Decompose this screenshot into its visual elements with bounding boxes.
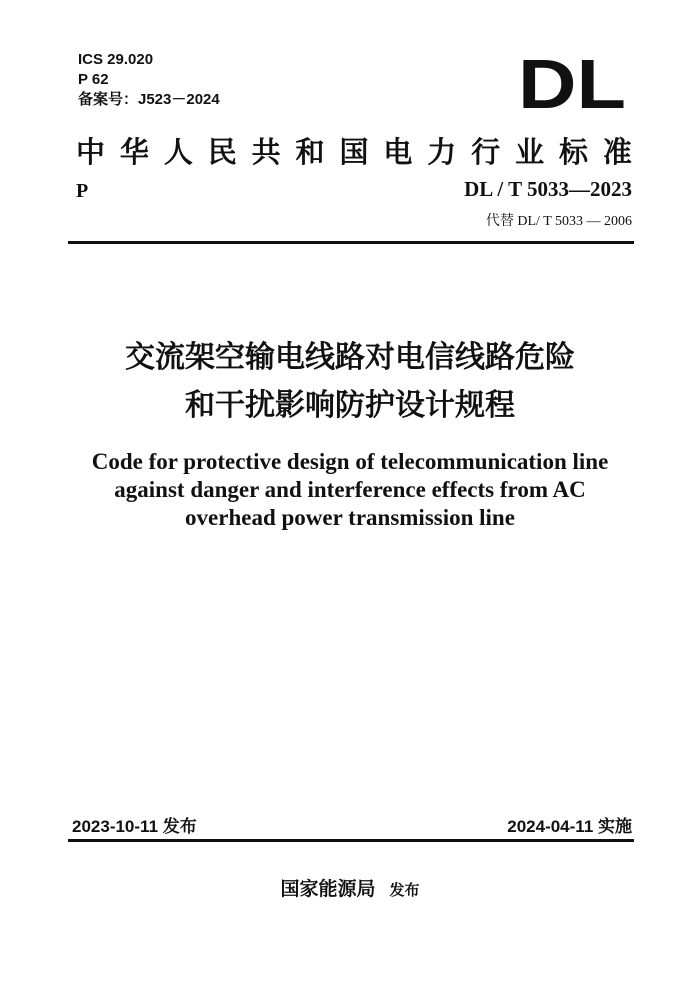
standard-type-char: 力	[427, 135, 457, 169]
publisher-org: 国家能源局	[280, 878, 376, 900]
dl-logo	[517, 52, 627, 112]
standard-type-char: 行	[471, 135, 501, 169]
title-en-line-1: Code for protective design of telecommunication line	[91, 449, 609, 474]
standard-type-heading	[76, 130, 632, 171]
publisher	[0, 874, 700, 901]
title-en	[40, 448, 660, 532]
standard-type-char: 中	[76, 135, 106, 169]
standard-type-char: 和	[295, 135, 325, 169]
filing-number: 备案号：J523－2024	[78, 91, 220, 108]
standard-type-char: 标	[558, 135, 588, 169]
issue-date: 2023-10-11 发布	[72, 817, 197, 836]
effective-date: 2024-04-11 实施	[507, 817, 632, 836]
title-cn-line-1: 交流架空输电线路对电信线路危险	[125, 340, 575, 375]
title-en-line-2: against danger and interference effects from AC	[114, 477, 586, 502]
standard-metadata	[78, 50, 220, 110]
standard-type-char: 国	[339, 135, 369, 169]
standard-type-char: 华	[119, 135, 149, 169]
publisher-action: 发布	[389, 881, 420, 899]
footer-divider	[68, 839, 634, 842]
standard-number: DL / T 5033—2023	[464, 177, 632, 201]
ics-code: ICS 29.020	[78, 51, 154, 68]
title-en-line-3: overhead power transmission line	[185, 505, 515, 530]
standard-type-char: 人	[163, 135, 193, 169]
standard-type-char: 业	[515, 135, 545, 169]
standard-type-char: 准	[602, 135, 632, 169]
header-divider	[68, 241, 634, 244]
classification-code: P 62	[78, 71, 109, 88]
title-cn-line-2: 和干扰影响防护设计规程	[185, 388, 515, 423]
standard-type-char: 民	[207, 135, 237, 169]
dl-logo-text: DL	[518, 52, 626, 112]
category-letter: P	[76, 180, 89, 202]
standard-type-char: 共	[251, 135, 281, 169]
standard-type-char: 电	[383, 135, 413, 169]
replaces-standard: 代替 DL/ T 5033 — 2006	[485, 214, 632, 229]
